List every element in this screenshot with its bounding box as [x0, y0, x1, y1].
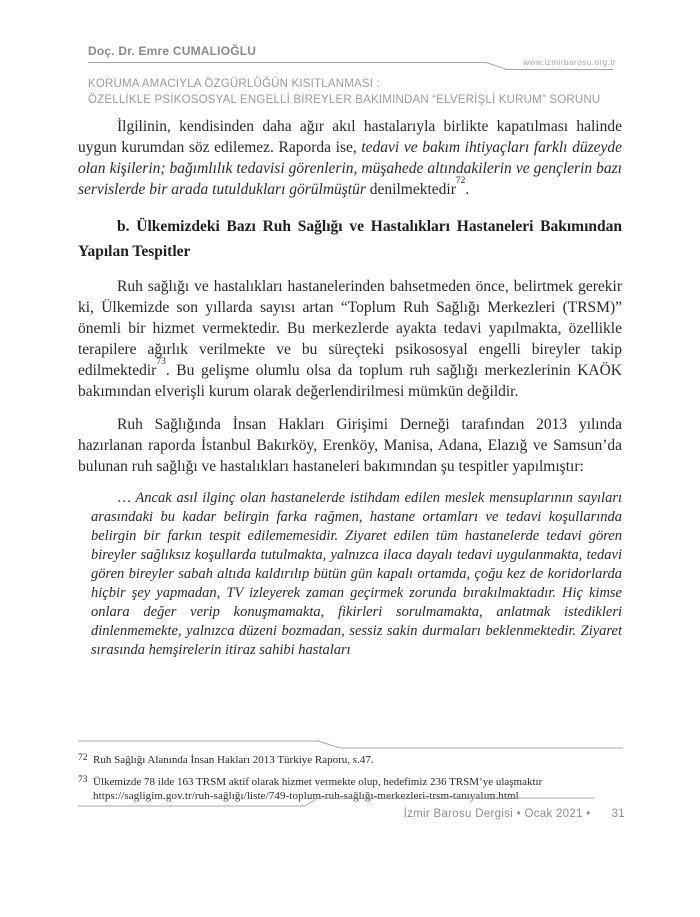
- header-divider: [88, 57, 622, 72]
- paragraph-1-text-end: denilmektedir: [365, 181, 456, 198]
- footnote-ref-72: 72: [455, 175, 466, 186]
- paragraph-1: [78, 116, 622, 200]
- journal-name: İzmir Barosu Dergisi • Ocak 2021 •: [403, 808, 591, 820]
- page-number: 31: [611, 808, 625, 820]
- paragraph-2: [78, 276, 622, 402]
- paragraph-3: Ruh Sağlığında İnsan Hakları Girişimi Derneği tarafından 2013 yılında hazırlanan raporda İstanbul Bakırköy, Erenköy, Manisa, Adana, Elazığ ve Samsun’da bulunan ruh sağlığı ve hastalıkları hastaneleri bakımından şu tespitler yapılmıştır:: [78, 416, 622, 475]
- article-body: [78, 116, 622, 660]
- footnote-separator: [78, 740, 627, 750]
- paragraph-1-italic-quote: tedavi ve bakım ihtiyaçları farklı düzeyde olan kişilerin; bağımlılık tedavisi görenlerin, müşahede altındakilerin ve gençlerin bazı servislerde bir arada tutuldukları görülmüştür: [78, 139, 622, 198]
- page-header: [88, 44, 622, 108]
- paragraph-1-period: .: [465, 181, 470, 198]
- footer-divider: [78, 796, 596, 808]
- paragraph-2-text: Ruh sağlığı ve hastalıkları hastanelerinden bahsetmeden önce, belirtmek gerekir ki, Ülkemizde son yıllarda sayısı artan “Toplum Ruh Sağlığı Merkezleri (TRSM)” önemli bir hizmet vermektedir. Bu merkezlerde ayakta tedavi yapılmakta, özellikle terapilere ağırlık verilmekte ve bu süreçteki psikososyal engelli bireyler takip edilmektedir: [78, 278, 622, 379]
- block-quote: … Ancak asıl ilginç olan hastanelerde istihdam edilen meslek mensuplarının sayıları arasındaki bu kadar belirgin farka rağmen, hastane ortamları ve tedavi koşullarında belirgin bir farkın tespit edilememesidir. Ziyaret edilen tüm hastanelerde tedavi gören bireyler sağlıksız koşullarda tutulmakta, yalnızca ilaca dayalı tedavi uygulanmakta, tedavi gören bireyler sabah altıda kaldırılıp bütün gün kapalı ortamda, çoğu kez de koridorlarda hiçbir şey yapmadan, TV izleyerek zaman geçirmek zorunda bırakılmaktadır. Hiç kimse onlara değer verip konuşmamakta, fikirleri sorulmamakta, anlatmak istedikleri dinlenmemekte, yalnızca düzeni bozmadan, sessiz sakin durmaları beklenmektedir. Ziyaret sırasında hemşirelerin itiraz sahibi hastaları: [91, 490, 622, 658]
- footnote-72-text: Ruh Sağlığı Alanında İnsan Hakları 2013 Türkiye Raporu, s.47.: [93, 754, 374, 766]
- footnote-73-sentence: Ülkemizde 78 ilde 163 TRSM aktif olarak hizmet vermekte olup, hedefimiz 236 TRSM’ye ulaşmaktır: [93, 775, 543, 788]
- footnote-72: [78, 753, 625, 768]
- footnote-73-url[interactable]: https://sagligim.gov.tr/ruh-sağlığı/liste/749-toplum-ruh-sağlığı-merkezleri-trsm-tanıyalım.html: [93, 790, 519, 802]
- website-url[interactable]: www.izmirbarosu.org.tr: [522, 57, 616, 67]
- section-heading: b. Ülkemizdeki Bazı Ruh Sağlığı ve Hastalıkları Hastaneleri Bakımından Yapılan Tespitler: [78, 218, 622, 260]
- footnote-ref-73: 73: [156, 356, 166, 367]
- paragraph-2-text-end: . Bu gelişme olumlu olsa da toplum ruh sağlığı merkezlerinin KAÖK bakımından elverişli kurum olarak değerlendirilmesi mümkün değildir.: [78, 362, 622, 400]
- page-footer: [78, 808, 625, 820]
- article-title-line-1: KORUMA AMACIYLA ÖZGÜRLÜĞÜN KISITLANMASI :: [88, 78, 380, 90]
- footnote-72-number: 72: [78, 753, 88, 763]
- author-name: Doç. Dr. Emre CUMALIOĞLU: [88, 44, 257, 58]
- article-title-line-2: ÖZELLİKLE PSİKOSOSYAL ENGELLİ BİREYLER BAKIMINDAN “ELVERİŞLİ KURUM” SORUNU: [88, 94, 601, 106]
- footnote-73-number: 73: [78, 774, 88, 785]
- paragraph-1-text: İlgilinin, kendisinden daha ağır akıl hastalarıyla birlikte kapatılması halinde uygun kurumdan söz edilemez. Raporda ise,: [78, 118, 622, 156]
